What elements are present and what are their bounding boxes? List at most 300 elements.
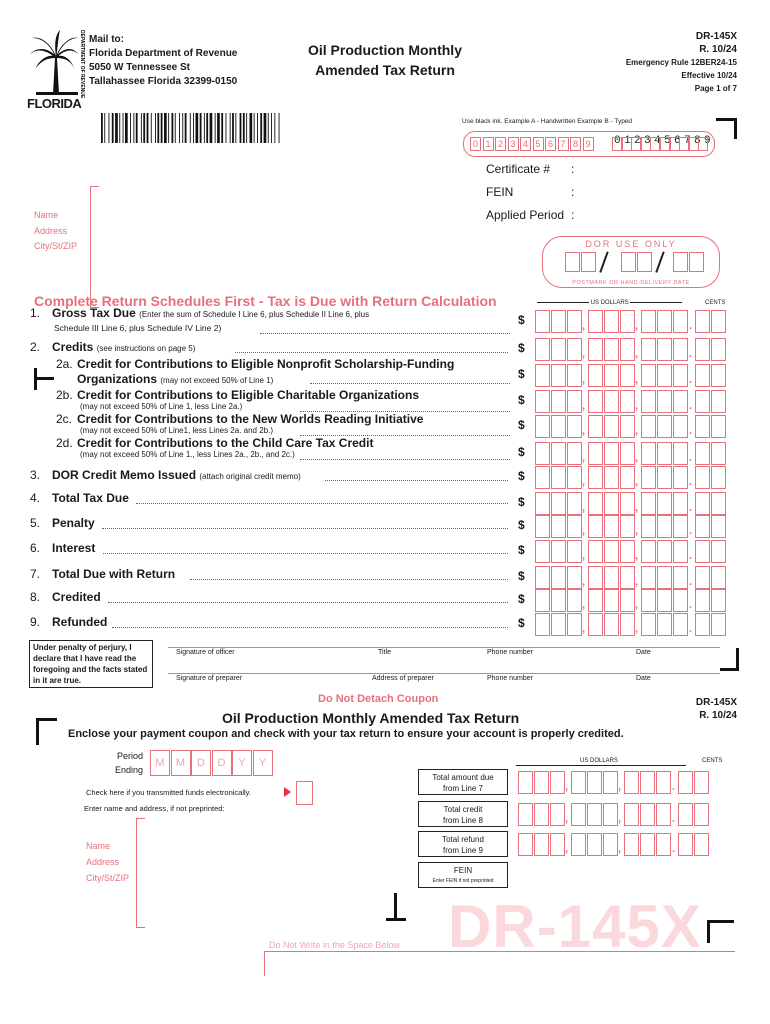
amount-digit-box[interactable] [551, 390, 566, 413]
period-ending-input[interactable] [150, 750, 274, 776]
amount-input-line-9[interactable] [535, 613, 735, 635]
amount-digit-box[interactable] [551, 613, 566, 636]
amount-digit-box[interactable] [535, 442, 550, 465]
registration-mark [386, 918, 406, 921]
amount-separator: , [635, 476, 639, 488]
amount-digit-box[interactable] [620, 310, 635, 333]
amount-digit-box[interactable] [641, 338, 656, 361]
amount-digit-box[interactable] [695, 613, 710, 636]
line-note: Schedule III Line 6, plus Schedule IV Line 2) [54, 323, 222, 333]
amount-digit-box[interactable] [604, 466, 619, 489]
amount-digit-box[interactable] [641, 566, 656, 589]
amount-digit-box[interactable] [620, 515, 635, 538]
amount-digit-box[interactable] [604, 310, 619, 333]
amount-digit-box[interactable] [640, 771, 655, 794]
mail-to-label: Mail to: [89, 34, 124, 45]
amount-digit-box[interactable] [624, 803, 639, 826]
line-label: Credit for Contributions to the New Worlds Reading Initiative [77, 412, 424, 426]
amount-digit-box[interactable] [711, 310, 726, 333]
amount-input-line-6[interactable] [535, 540, 735, 562]
amount-digit-box[interactable] [656, 771, 671, 794]
amount-digit-box[interactable] [641, 364, 656, 387]
amount-digit-box[interactable] [604, 390, 619, 413]
amount-digit-box[interactable] [694, 803, 709, 826]
example-digit-cell: 6 [545, 137, 556, 151]
amount-input-line-1[interactable] [535, 310, 735, 332]
amount-separator: . [672, 781, 676, 793]
amount-digit-box[interactable] [711, 364, 726, 387]
amount-separator: , [635, 623, 639, 635]
banner: Complete Return Schedules First - Tax is Due with Return Calculation [34, 293, 497, 309]
amount-input-line-4[interactable] [535, 492, 735, 514]
amount-digit-box[interactable] [711, 390, 726, 413]
amount-digit-box[interactable] [571, 833, 586, 856]
amount-digit-box[interactable] [551, 515, 566, 538]
amount-digit-box[interactable] [588, 364, 603, 387]
amount-digit-box[interactable] [673, 492, 688, 515]
amount-digit-box[interactable] [567, 492, 582, 515]
amount-digit-box[interactable] [657, 310, 672, 333]
amount-digit-box[interactable] [673, 364, 688, 387]
amount-digit-box[interactable] [656, 803, 671, 826]
amount-digit-box[interactable] [567, 364, 582, 387]
amount-digit-box[interactable] [695, 515, 710, 538]
us-dollars-header [537, 300, 682, 306]
amount-digit-box[interactable] [657, 442, 672, 465]
amount-digit-box[interactable] [711, 589, 726, 612]
amount-digit-box[interactable] [535, 390, 550, 413]
amount-digit-box[interactable] [620, 613, 635, 636]
amount-digit-box[interactable] [588, 338, 603, 361]
line-number: 3. [30, 468, 41, 482]
barcode-bar [254, 113, 255, 143]
amount-digit-box[interactable] [673, 613, 688, 636]
period-cell[interactable]: M [171, 750, 191, 776]
amount-digit-box[interactable] [620, 589, 635, 612]
amount-digit-box[interactable] [604, 540, 619, 563]
barcode-bar [230, 113, 231, 143]
amount-digit-box[interactable] [673, 338, 688, 361]
tax-line-2a [56, 357, 454, 371]
typed-digit-cell [641, 137, 651, 151]
amount-separator: . [689, 476, 693, 488]
coupon-amount-input-0[interactable] [518, 771, 718, 793]
amount-digit-box[interactable] [673, 390, 688, 413]
barcode-bar [147, 113, 149, 143]
amount-digit-box[interactable] [694, 833, 709, 856]
amount-digit-box[interactable] [641, 540, 656, 563]
line-label: Credit for Contributions to Eligible Nonprofit Scholarship-Funding [77, 357, 455, 371]
line-label: Credit for Contributions to Eligible Charitable Organizations [77, 388, 420, 402]
amount-digit-box[interactable] [603, 771, 618, 794]
barcode-bar [217, 113, 220, 143]
tax-line-3 [30, 468, 301, 482]
barcode-bar [136, 113, 138, 143]
dollar-sign: $ [518, 469, 525, 483]
amount-digit-box[interactable] [518, 803, 533, 826]
amount-digit-box[interactable] [657, 466, 672, 489]
example-digit-cell: 8 [570, 137, 581, 151]
amount-separator: , [565, 813, 569, 825]
amount-digit-box[interactable] [678, 771, 693, 794]
amount-digit-box[interactable] [640, 833, 655, 856]
amount-digit-box[interactable] [588, 466, 603, 489]
electronic-funds-checkbox[interactable] [296, 781, 313, 805]
amount-digit-box[interactable] [588, 310, 603, 333]
amount-digit-box[interactable] [711, 466, 726, 489]
registration-mark [716, 118, 737, 139]
amount-digit-box[interactable] [695, 390, 710, 413]
coupon-address-area[interactable] [136, 818, 145, 928]
amount-digit-box[interactable] [641, 442, 656, 465]
amount-digit-box[interactable] [550, 833, 565, 856]
coupon-field-line2: from Line 9 [442, 846, 484, 855]
form-title-line1: Oil Production Monthly [308, 42, 462, 58]
address-labels [34, 208, 77, 255]
amount-digit-box[interactable] [567, 390, 582, 413]
amount-digit-box[interactable] [657, 566, 672, 589]
amount-digit-box[interactable] [551, 540, 566, 563]
amount-digit-box[interactable] [624, 771, 639, 794]
amount-digit-box[interactable] [588, 589, 603, 612]
amount-digit-box[interactable] [535, 466, 550, 489]
coupon-field-label [418, 769, 508, 795]
amount-separator: , [582, 348, 586, 360]
barcode-bar [264, 113, 267, 143]
postmark-date-cell [689, 252, 704, 272]
amount-digit-box[interactable] [550, 771, 565, 794]
period-cell[interactable]: Y [253, 750, 273, 776]
line-number: 5. [30, 516, 41, 530]
barcode-bar [250, 113, 253, 143]
amount-digit-box[interactable] [641, 310, 656, 333]
amount-digit-box[interactable] [535, 364, 550, 387]
line-number: 2b. [56, 388, 73, 402]
amount-digit-box[interactable] [567, 466, 582, 489]
amount-digit-box[interactable] [603, 833, 618, 856]
amount-digit-box[interactable] [550, 803, 565, 826]
amount-digit-box[interactable] [588, 415, 603, 438]
amount-digit-box[interactable] [641, 390, 656, 413]
amount-digit-box[interactable] [695, 566, 710, 589]
barcode-bar [119, 113, 120, 143]
amount-digit-box[interactable] [604, 492, 619, 515]
amount-digit-box[interactable] [641, 466, 656, 489]
amount-digit-box[interactable] [588, 566, 603, 589]
amount-digit-box[interactable] [551, 415, 566, 438]
amount-digit-box[interactable] [711, 338, 726, 361]
line-number: 6. [30, 541, 41, 555]
amount-digit-box[interactable] [534, 833, 549, 856]
amount-digit-box[interactable] [551, 364, 566, 387]
example-digit-cell: 2 [495, 137, 506, 151]
amount-digit-box[interactable] [620, 390, 635, 413]
emergency-rule: Emergency Rule 12BER24-15 [625, 58, 737, 67]
line-number: 2d. [56, 436, 73, 450]
amount-separator: , [582, 425, 586, 437]
amount-digit-box[interactable] [567, 566, 582, 589]
amount-digit-box[interactable] [604, 415, 619, 438]
coupon-field-line2: Enter FEIN if not preprinted [432, 878, 494, 884]
amount-digit-box[interactable] [711, 515, 726, 538]
amount-digit-box[interactable] [588, 390, 603, 413]
line-label: Penalty [52, 516, 95, 530]
barcode-bar [210, 113, 213, 143]
amount-digit-box[interactable] [551, 589, 566, 612]
amount-digit-box[interactable] [657, 540, 672, 563]
dor-use-label: DOR USE ONLY [585, 239, 677, 249]
amount-digit-box[interactable] [620, 492, 635, 515]
amount-digit-box[interactable] [604, 338, 619, 361]
amount-digit-box[interactable] [620, 540, 635, 563]
amount-digit-box[interactable] [567, 310, 582, 333]
amount-digit-box[interactable] [711, 415, 726, 438]
amount-digit-box[interactable] [620, 566, 635, 589]
amount-digit-box[interactable] [551, 442, 566, 465]
amount-digit-box[interactable] [673, 515, 688, 538]
amount-separator: , [582, 320, 586, 332]
preparer-address-label: Address of preparer [372, 675, 434, 682]
amount-digit-box[interactable] [673, 415, 688, 438]
amount-digit-box[interactable] [535, 566, 550, 589]
amount-digit-box[interactable] [567, 515, 582, 538]
tax-line-5 [30, 516, 95, 530]
barcode-bar [200, 113, 202, 143]
barcode-bar [141, 113, 142, 143]
barcode-bar [193, 113, 194, 143]
amount-digit-box[interactable] [673, 310, 688, 333]
amount-digit-box[interactable] [695, 310, 710, 333]
amount-digit-box[interactable] [673, 442, 688, 465]
typed-digit-cell [660, 137, 670, 151]
amount-digit-box[interactable] [588, 613, 603, 636]
amount-separator: , [582, 452, 586, 464]
amount-digit-box[interactable] [534, 803, 549, 826]
barcode-bar [101, 113, 103, 143]
amount-digit-box[interactable] [657, 613, 672, 636]
amount-digit-box[interactable] [694, 771, 709, 794]
amount-digit-box[interactable] [567, 589, 582, 612]
amount-digit-box[interactable] [641, 613, 656, 636]
amount-digit-box[interactable] [587, 803, 602, 826]
amount-digit-box[interactable] [657, 515, 672, 538]
amount-digit-box[interactable] [518, 833, 533, 856]
amount-digit-box[interactable] [620, 466, 635, 489]
amount-separator: , [618, 843, 622, 855]
coupon-field-label [418, 862, 508, 888]
amount-digit-box[interactable] [588, 515, 603, 538]
barcode-bar [104, 113, 105, 143]
amount-digit-box[interactable] [588, 540, 603, 563]
amount-digit-box[interactable] [678, 833, 693, 856]
amount-digit-box[interactable] [535, 589, 550, 612]
leader-dots [325, 480, 508, 481]
city-label: City/St/ZIP [34, 241, 78, 251]
period-cell[interactable]: D [191, 750, 211, 776]
amount-digit-box[interactable] [535, 338, 550, 361]
amount-separator: , [582, 599, 586, 611]
amount-digit-box[interactable] [711, 492, 726, 515]
period-cell[interactable]: Y [232, 750, 252, 776]
leader-dots [112, 627, 508, 628]
amount-separator: , [635, 320, 639, 332]
amount-digit-box[interactable] [604, 613, 619, 636]
amount-digit-box[interactable] [641, 492, 656, 515]
amount-digit-box[interactable] [535, 415, 550, 438]
amount-digit-box[interactable] [657, 492, 672, 515]
amount-separator: , [565, 843, 569, 855]
amount-digit-box[interactable] [695, 589, 710, 612]
line-number: 9. [30, 615, 41, 629]
city-label: City/St/ZIP [86, 873, 130, 883]
amount-separator: , [635, 599, 639, 611]
amount-digit-box[interactable] [673, 566, 688, 589]
typed-digit-cell [612, 137, 622, 151]
ending-label: Ending [114, 765, 143, 775]
amount-digit-box[interactable] [711, 540, 726, 563]
date-slash [655, 251, 664, 272]
amount-digit-box[interactable] [551, 466, 566, 489]
amount-digit-box[interactable] [695, 540, 710, 563]
preparer-signature-line[interactable] [168, 673, 720, 674]
amount-digit-box[interactable] [620, 442, 635, 465]
amount-digit-box[interactable] [641, 515, 656, 538]
amount-input-line-3[interactable] [535, 466, 735, 488]
amount-digit-box[interactable] [657, 390, 672, 413]
amount-digit-box[interactable] [711, 613, 726, 636]
amount-digit-box[interactable] [551, 338, 566, 361]
period-cell[interactable]: M [150, 750, 170, 776]
amount-digit-box[interactable] [567, 613, 582, 636]
amount-digit-box[interactable] [620, 364, 635, 387]
amount-digit-box[interactable] [678, 803, 693, 826]
barcode-bar [226, 113, 227, 143]
amount-digit-box[interactable] [711, 566, 726, 589]
amount-input-line-2b[interactable] [535, 390, 735, 412]
line-label: Gross Tax Due [52, 306, 136, 320]
typed-digit-cell [689, 137, 699, 151]
coupon-field-label [418, 831, 508, 857]
barcode-bar [133, 113, 134, 143]
tax-line-2d [56, 436, 373, 450]
logo-text: FLORIDA [27, 96, 82, 111]
amount-digit-box[interactable] [657, 364, 672, 387]
barcode-bar [143, 113, 145, 143]
amount-digit-box[interactable] [571, 771, 586, 794]
amount-digit-box[interactable] [641, 589, 656, 612]
postmark-date-cell [581, 252, 596, 272]
amount-separator: , [635, 400, 639, 412]
preparer-signature-label: Signature of preparer [176, 675, 243, 682]
amount-digit-box[interactable] [604, 364, 619, 387]
amount-digit-box[interactable] [567, 338, 582, 361]
amount-input-line-8[interactable] [535, 589, 735, 611]
amount-digit-box[interactable] [604, 566, 619, 589]
amount-digit-box[interactable] [657, 415, 672, 438]
amount-input-line-2c[interactable] [535, 415, 735, 437]
line-label: Total Tax Due [52, 491, 129, 505]
amount-digit-box[interactable] [673, 466, 688, 489]
amount-digit-box[interactable] [604, 442, 619, 465]
amount-digit-box[interactable] [695, 442, 710, 465]
signature-line[interactable] [168, 647, 720, 648]
amount-digit-box[interactable] [695, 338, 710, 361]
amount-digit-box[interactable] [587, 771, 602, 794]
amount-digit-box[interactable] [534, 771, 549, 794]
amount-digit-box[interactable] [604, 515, 619, 538]
amount-input-line-2[interactable] [535, 338, 735, 360]
coupon-field-line1: FEIN [453, 866, 473, 875]
amount-digit-box[interactable] [535, 613, 550, 636]
amount-digit-box[interactable] [695, 492, 710, 515]
line-note: (may not exceed 50% of Line 1., less Lines 2a., 2b., and 2c.) [80, 450, 295, 459]
amount-digit-box[interactable] [535, 492, 550, 515]
amount-digit-box[interactable] [604, 589, 619, 612]
amount-digit-box[interactable] [551, 492, 566, 515]
amount-digit-box[interactable] [640, 803, 655, 826]
amount-digit-box[interactable] [603, 803, 618, 826]
amount-digit-box[interactable] [657, 338, 672, 361]
florida-dor-logo [28, 28, 86, 110]
amount-digit-box[interactable] [535, 540, 550, 563]
amount-digit-box[interactable] [567, 540, 582, 563]
coupon-amount-input-2[interactable] [518, 833, 718, 855]
amount-digit-box[interactable] [535, 310, 550, 333]
period-ending-label [113, 749, 143, 777]
amount-digit-box[interactable] [535, 515, 550, 538]
barcode-bar [246, 113, 247, 143]
amount-digit-box[interactable] [567, 415, 582, 438]
amount-digit-box[interactable] [620, 415, 635, 438]
address-area[interactable] [90, 186, 99, 308]
page-number: Page 1 of 7 [694, 84, 737, 93]
amount-digit-box[interactable] [695, 466, 710, 489]
amount-digit-box[interactable] [588, 442, 603, 465]
amount-digit-box[interactable] [587, 833, 602, 856]
amount-digit-box[interactable] [673, 540, 688, 563]
colon: : [571, 185, 575, 199]
amount-digit-box[interactable] [656, 833, 671, 856]
period-cell[interactable]: D [212, 750, 232, 776]
amount-digit-box[interactable] [657, 589, 672, 612]
amount-digit-box[interactable] [624, 833, 639, 856]
amount-digit-box[interactable] [620, 338, 635, 361]
amount-digit-box[interactable] [551, 310, 566, 333]
amount-digit-box[interactable] [551, 566, 566, 589]
amount-digit-box[interactable] [567, 442, 582, 465]
amount-digit-box[interactable] [695, 415, 710, 438]
amount-digit-box[interactable] [571, 803, 586, 826]
amount-separator: . [672, 813, 676, 825]
amount-input-line-2a[interactable] [535, 364, 735, 386]
tax-line-2b [56, 388, 419, 402]
amount-digit-box[interactable] [695, 364, 710, 387]
coupon-amount-input-1[interactable] [518, 803, 718, 825]
registration-mark [36, 718, 57, 745]
amount-digit-box[interactable] [673, 589, 688, 612]
dollar-sign: $ [518, 393, 525, 407]
amount-digit-box[interactable] [588, 492, 603, 515]
amount-input-line-5[interactable] [535, 515, 735, 537]
amount-digit-box[interactable] [641, 415, 656, 438]
registration-mark [394, 893, 397, 919]
barcode-bar [172, 113, 174, 143]
amount-input-line-7[interactable] [535, 566, 735, 588]
amount-digit-box[interactable] [518, 771, 533, 794]
amount-digit-box[interactable] [711, 442, 726, 465]
fein-label: FEIN [486, 185, 514, 199]
amount-input-line-2d[interactable] [535, 442, 735, 464]
